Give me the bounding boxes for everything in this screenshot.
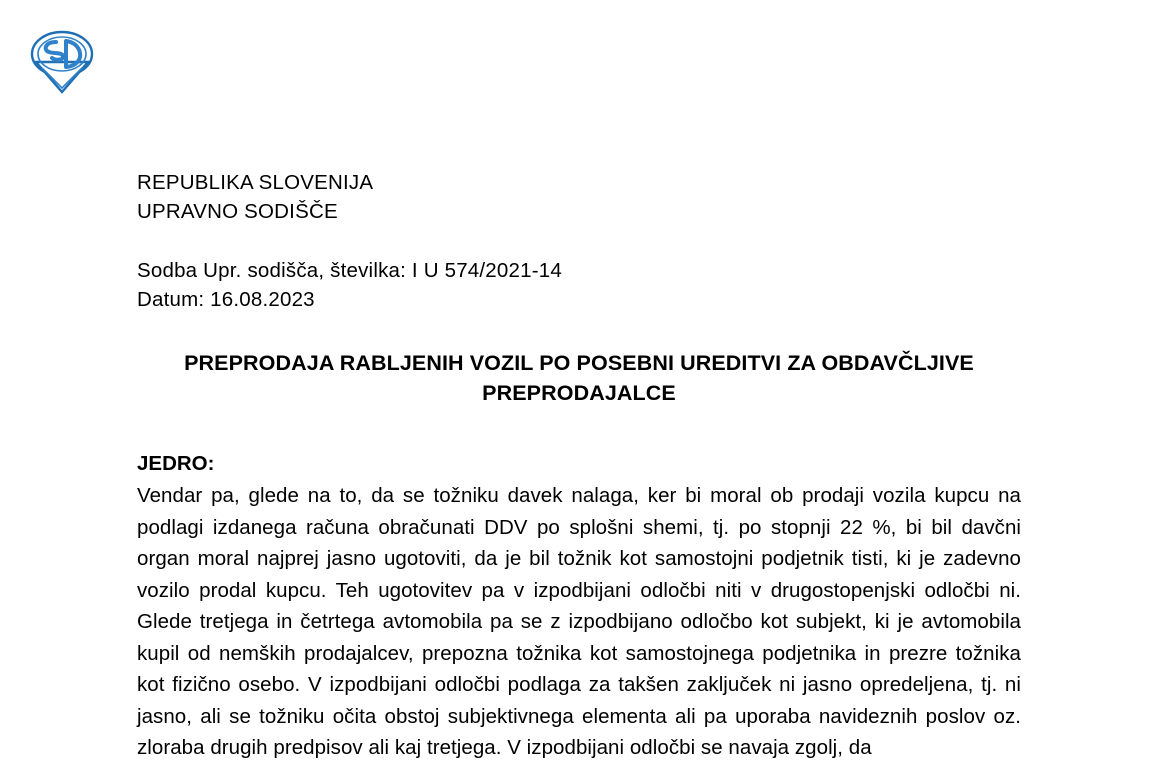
section-heading-jedro: JEDRO: xyxy=(137,452,215,475)
document-date: Datum: 16.08.2023 xyxy=(137,288,315,311)
document-meta xyxy=(137,256,1021,314)
shield-emblem-logo xyxy=(22,22,102,94)
document-content xyxy=(137,168,1021,764)
organization-line-2: UPRAVNO SODIŠČE xyxy=(137,200,338,223)
page-title: PREPRODAJA RABLJENIH VOZIL PO POSEBNI UREDITVI ZA OBDAVČLJIVE PREPRODAJALCE xyxy=(184,351,974,405)
organization-line-1: REPUBLIKA SLOVENIJA xyxy=(137,171,374,194)
case-number: Sodba Upr. sodišča, številka: I U 574/2021-14 xyxy=(137,259,562,282)
body-paragraph: Vendar pa, glede na to, da se tožniku davek nalaga, ker bi moral ob prodaji vozila kupcu na podlagi izdanega računa obračunati DDV po splošni shemi, tj. po stopnji 22 %, bi bil davčni organ moral najprej jasno ugotoviti, da je bil tožnik kot samostojni podjetnik tisti, ki je zadevno vozilo prodal kupcu. Teh ugotovitev pa v izpodbijani odločbi niti v drugostopenjski odločbi ni. Glede tretjega in četrtega avtomobila pa se z izpodbijano odločbo kot subjekt, ki je avtomobila kupil od nemških prodajalcev, prepozna tožnika kot samostojnega podjetnika in prezre tožnika kot fizično osebo. V izpodbijani odločbi podlaga za takšen zaključek ni jasno opredeljena, tj. ni jasno, ali se tožniku očita obstoj subjektivnega elementa ali pa uporaba navideznih poslov oz. zloraba drugih predpisov ali kaj tretjega. V izpodbijani odločbi se navaja zgolj, da xyxy=(137,484,1021,759)
organization-block xyxy=(137,168,1021,226)
